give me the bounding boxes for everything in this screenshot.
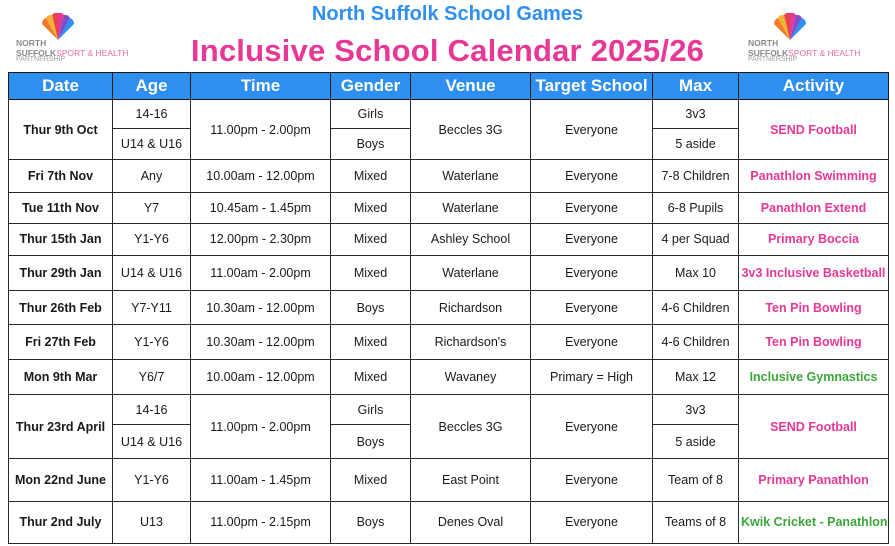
table-row [9, 325, 889, 359]
cell-date: Thur 29th Jan [9, 256, 113, 291]
col-header-date: Date [9, 73, 113, 100]
cell-age: Any [113, 160, 191, 192]
cell-date: Mon 9th Mar [9, 359, 113, 394]
cell-max: Max 12 [653, 359, 739, 394]
page-title: Inclusive School Calendar 2025/26 [190, 33, 705, 68]
cell-activity: 3v3 Inclusive Basketball [739, 256, 889, 291]
cell-max: Teams of 8 [653, 501, 739, 543]
table-row [9, 501, 889, 543]
col-header-target-school: Target School [531, 73, 653, 100]
cell-max: 5 aside [653, 129, 739, 160]
cell-date: Thur 9th Oct [9, 100, 113, 160]
cell-max: 5 aside [653, 425, 739, 459]
cell-gender: Girls [331, 100, 411, 129]
cell-date: Tue 11th Nov [9, 192, 113, 223]
cell-date: Thur 23rd April [9, 394, 113, 458]
cell-target-school: Everyone [531, 325, 653, 359]
table-row [9, 160, 889, 192]
col-header-age: Age [113, 73, 191, 100]
cell-date: Thur 26th Feb [9, 291, 113, 325]
cell-date: Fri 7th Nov [9, 160, 113, 192]
cell-time: 10.45am - 1.45pm [191, 192, 331, 223]
cell-date: Fri 27th Feb [9, 325, 113, 359]
cell-activity: Inclusive Gymnastics [739, 359, 889, 394]
cell-time: 11.00am - 1.45pm [191, 459, 331, 501]
cell-time: 10.00am - 12.00pm [191, 160, 331, 192]
logo-subtext: PARTNERSHIP [16, 56, 66, 63]
cell-max: 7-8 Children [653, 160, 739, 192]
cell-gender: Mixed [331, 223, 411, 255]
cell-venue: Denes Oval [411, 501, 531, 543]
cell-venue: Beccles 3G [411, 394, 531, 458]
col-header-venue: Venue [411, 73, 531, 100]
cell-age: Y1-Y6 [113, 223, 191, 255]
cell-activity: Ten Pin Bowling [739, 325, 889, 359]
cell-age: Y6/7 [113, 359, 191, 394]
cell-target-school: Everyone [531, 256, 653, 291]
cell-max: 4-6 Children [653, 325, 739, 359]
cell-gender: Mixed [331, 192, 411, 223]
cell-age: Y7-Y11 [113, 291, 191, 325]
cell-gender: Mixed [331, 325, 411, 359]
cell-venue: East Point [411, 459, 531, 501]
cell-time: 11.00am - 2.00pm [191, 256, 331, 291]
cell-time: 12.00pm - 2.30pm [191, 223, 331, 255]
table-header-row [9, 73, 889, 100]
table-row [9, 223, 889, 255]
cell-time: 10.30am - 12.00pm [191, 325, 331, 359]
cell-date: Thur 2nd July [9, 501, 113, 543]
cell-activity: Primary Panathlon [739, 459, 889, 501]
col-header-time: Time [191, 73, 331, 100]
cell-target-school: Everyone [531, 160, 653, 192]
cell-age: U13 [113, 501, 191, 543]
cell-gender: Mixed [331, 459, 411, 501]
logo-text: NORTH SUFFOLKSPORT & HEALTH [16, 38, 129, 58]
cell-venue: Beccles 3G [411, 100, 531, 160]
cell-max: 6-8 Pupils [653, 192, 739, 223]
page-subtitle: North Suffolk School Games [311, 3, 584, 25]
partnership-logo-left [16, 12, 146, 68]
cell-gender: Mixed [331, 160, 411, 192]
table-row [9, 394, 889, 424]
cell-age: 14-16 [113, 100, 191, 129]
cell-venue: Richardson [411, 291, 531, 325]
cell-target-school: Everyone [531, 459, 653, 501]
cell-venue: Ashley School [411, 223, 531, 255]
table-row [9, 359, 889, 394]
cell-gender: Mixed [331, 359, 411, 394]
cell-activity: SEND Football [739, 394, 889, 458]
cell-venue: Richardson's [411, 325, 531, 359]
cell-gender: Mixed [331, 256, 411, 291]
cell-activity: Primary Boccia [739, 223, 889, 255]
cell-target-school: Everyone [531, 394, 653, 458]
cell-gender: Boys [331, 291, 411, 325]
col-header-activity: Activity [739, 73, 889, 100]
cell-gender: Boys [331, 129, 411, 160]
logo-subtext: PARTNERSHIP [748, 56, 798, 63]
cell-activity: Panathlon Extend [739, 192, 889, 223]
cell-max: Max 10 [653, 256, 739, 291]
cell-venue: Waterlane [411, 160, 531, 192]
cell-max: 3v3 [653, 394, 739, 424]
cell-venue: Waterlane [411, 192, 531, 223]
cell-gender: Boys [331, 501, 411, 543]
cell-date: Thur 15th Jan [9, 223, 113, 255]
cell-activity: SEND Football [739, 100, 889, 160]
cell-max: Team of 8 [653, 459, 739, 501]
calendar-table [8, 72, 889, 544]
fan-logo-icon [38, 12, 78, 40]
table-row [9, 459, 889, 501]
cell-activity: Panathlon Swimming [739, 160, 889, 192]
cell-gender: Boys [331, 425, 411, 459]
cell-venue: Waterlane [411, 256, 531, 291]
col-header-max: Max [653, 73, 739, 100]
cell-venue: Wavaney [411, 359, 531, 394]
cell-age: Y1-Y6 [113, 459, 191, 501]
cell-age: U14 & U16 [113, 129, 191, 160]
cell-time: 11.00pm - 2.00pm [191, 394, 331, 458]
cell-age: 14-16 [113, 394, 191, 424]
table-row [9, 100, 889, 129]
cell-target-school: Everyone [531, 223, 653, 255]
cell-time: 11.00pm - 2.00pm [191, 100, 331, 160]
partnership-logo-right [748, 12, 878, 68]
cell-age: Y7 [113, 192, 191, 223]
cell-max: 4-6 Children [653, 291, 739, 325]
cell-time: 10.30am - 12.00pm [191, 291, 331, 325]
cell-gender: Girls [331, 394, 411, 424]
logo-text: NORTH SUFFOLKSPORT & HEALTH [748, 38, 861, 58]
cell-target-school: Everyone [531, 100, 653, 160]
cell-activity: Ten Pin Bowling [739, 291, 889, 325]
col-header-gender: Gender [331, 73, 411, 100]
cell-activity: Kwik Cricket - Panathlon [739, 501, 889, 543]
cell-time: 10.00am - 12.00pm [191, 359, 331, 394]
table-row [9, 192, 889, 223]
cell-max: 4 per Squad [653, 223, 739, 255]
cell-age: Y1-Y6 [113, 325, 191, 359]
fan-logo-icon [770, 12, 810, 40]
table-row [9, 291, 889, 325]
cell-age: U14 & U16 [113, 256, 191, 291]
cell-age: U14 & U16 [113, 425, 191, 459]
cell-target-school: Primary = High [531, 359, 653, 394]
cell-date: Mon 22nd June [9, 459, 113, 501]
cell-max: 3v3 [653, 100, 739, 129]
cell-target-school: Everyone [531, 192, 653, 223]
cell-time: 11.00pm - 2.15pm [191, 501, 331, 543]
table-row [9, 256, 889, 291]
cell-target-school: Everyone [531, 501, 653, 543]
cell-target-school: Everyone [531, 291, 653, 325]
